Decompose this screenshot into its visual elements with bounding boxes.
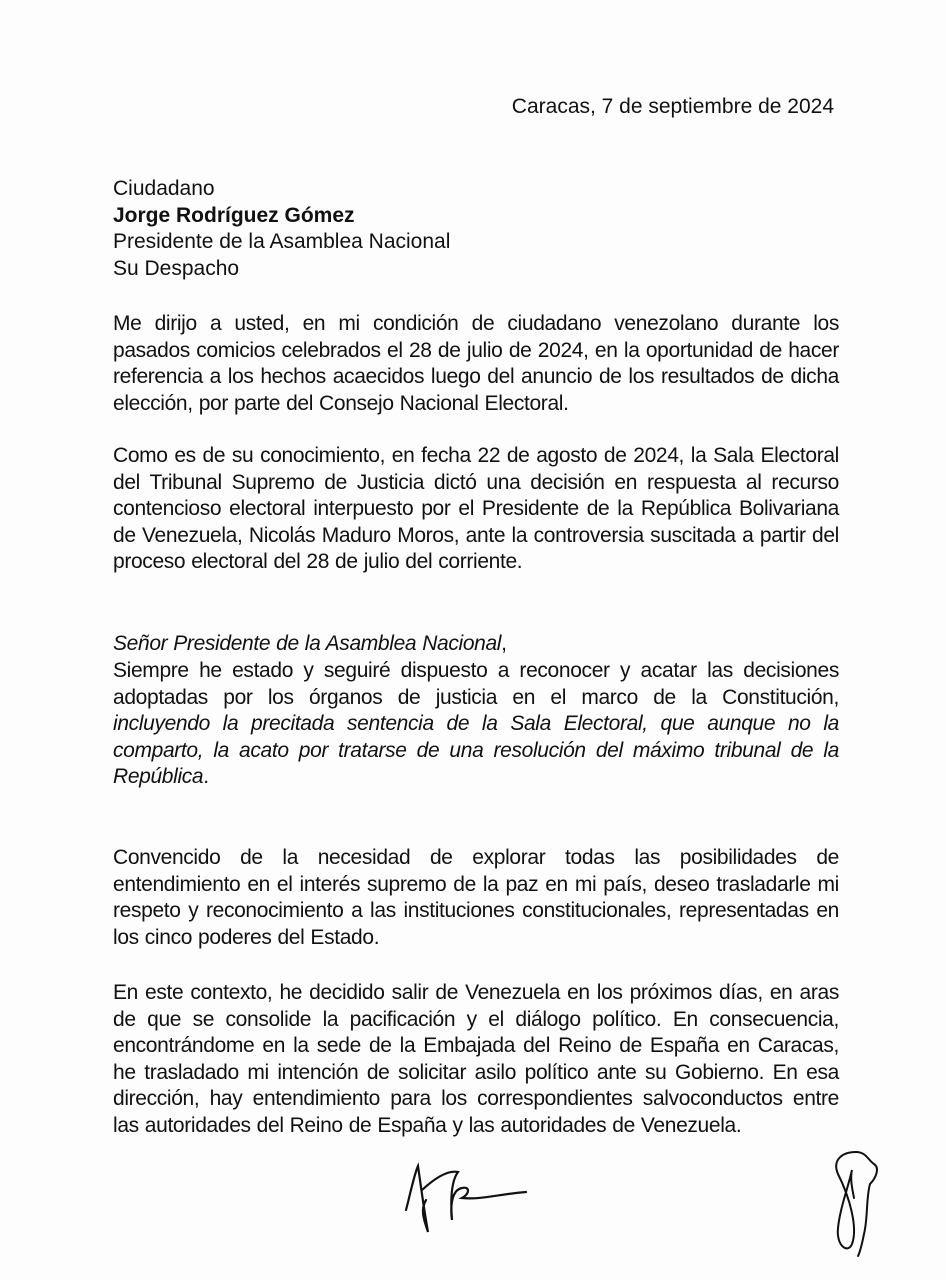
paragraph-acceptance-end: . xyxy=(203,765,209,789)
paragraph-acceptance-plain: Siempre he estado y seguiré dispuesto a reconocer y acatar las decisiones adoptadas por los órganos de justicia en el marco de la Constitución, xyxy=(113,659,839,709)
salutation-comma: , xyxy=(501,632,507,655)
paragraph-tsj-decision: Como es de su conocimiento, en fecha 22 de agosto de 2024, la Sala Electoral del Tribunal Supremo de Justicia dictó una decisión en respuesta al recurso contencioso electoral interpuesto por el Presidente de la República Bolivariana de Venezuela, Nicolás Maduro Moros, ante la controversia suscitada a partir del proceso electoral del 28 de julio del corriente. xyxy=(113,444,839,574)
addressee-block xyxy=(113,176,450,282)
paragraph-acceptance xyxy=(113,658,839,791)
signature-left-icon xyxy=(400,1160,530,1240)
date-line: Caracas, 7 de septiembre de 2024 xyxy=(511,95,834,118)
addressee-name: Jorge Rodríguez Gómez xyxy=(113,203,355,227)
salutation-text: Señor Presidente de la Asamblea Nacional xyxy=(113,632,502,655)
paragraph-asylum: En este contexto, he decidido salir de Venezuela en los próximos días, en aras de que se consolide la pacificación y el diálogo político. En consecuencia, encontrándome en la sede de la Embajada del Reino de España en Caracas, he trasladado mi intención de solicitar asilo político ante su Gobierno. En esa dirección, hay entendimiento para los correspondientes salvoconductos entre las autoridades del Reino de España y las autoridades de Venezuela. xyxy=(113,981,839,1137)
paragraph-intro: Me dirijo a usted, en mi condición de ciudadano venezolano durante los pasados comicios celebrados el 28 de julio de 2024, en la oportunidad de hacer referencia a los hechos acaecidos luego del anuncio de los resultados de dicha elección, por parte del Consejo Nacional Electoral. xyxy=(113,312,839,415)
signature-right-icon xyxy=(822,1148,892,1258)
addressee-office: Su Despacho xyxy=(113,256,240,280)
paragraph-acceptance-italic: incluyendo la precitada sentencia de la Sala Electoral, que aunque no la comparto, la acato por tratarse de una resolución del máximo tribunal de la República xyxy=(113,712,839,789)
addressee-title: Ciudadano xyxy=(113,177,215,200)
salutation-line xyxy=(113,631,839,658)
addressee-position: Presidente de la Asamblea Nacional xyxy=(113,230,451,253)
paragraph-respect: Convencido de la necesidad de explorar todas las posibilidades de entendimiento en el interés supremo de la paz en mi país, deseo trasladarle mi respeto y reconocimiento a las instituciones constitucionales, representadas en los cinco poderes del Estado. xyxy=(113,846,839,949)
